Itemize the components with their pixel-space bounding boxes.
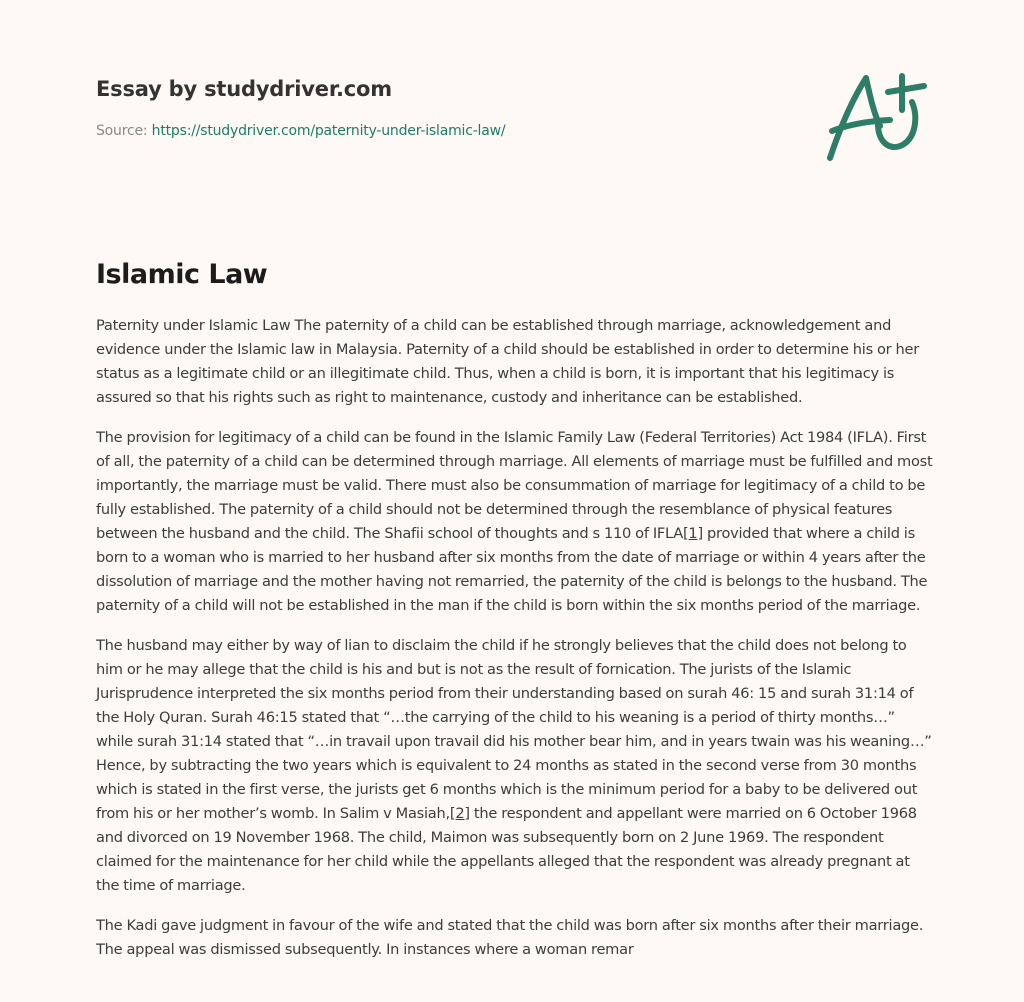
a-plus-logo-icon <box>820 66 930 166</box>
site-title: Essay by studydriver.com <box>96 77 392 101</box>
footnote-link-2[interactable]: [2] <box>449 805 470 822</box>
source-line <box>96 121 796 141</box>
paragraph-3-text-before: The husband may either by way of lian to disclaim the child if he strongly believes that the child does not belong to him or he may allege that the child is his and but is not as the result of fornication. The jurists of the Islamic Jurisprudence interpreted the six months period from their understanding based on surah 46: 15 and surah 31:14 of the Holy Quran. Surah 46:15 stated that “…the carrying of the child to his weaning is a period of thirty months…” while surah 31:14 stated that “…in travail upon travail did his mother bear him, and in years twain was his weaning…” Hence, by subtracting the two years which is equivalent to 24 months as stated in the second verse from 30 months which is stated in the first verse, the jurists get 6 months which is the minimum period for a baby to be delivered out from his or her mother’s womb. In Salim v Masiah, <box>96 637 932 822</box>
paragraph-2-text-after: provided that where a child is born to a woman who is married to her husband after six months from the date of marriage or within 4 years after the dissolution of marriage and the mother having not remarried, the paternity of the child is belongs to the husband. The paternity of a child will not be established in the man if the child is born within the six months period of the marriage. <box>96 525 928 614</box>
paragraph-2-text-before: The provision for legitimacy of a child can be found in the Islamic Family Law (Federal Territories) Act 1984 (IFLA). First of all, the paternity of a child can be determined through marriage. All elements of marriage must be fulfilled and most importantly, the marriage must be valid. There must also be consummation of marriage for legitimacy of a child to be fully established. The paternity of a child should not be determined through the resemblance of physical features between the husband and the child. The Shafii school of thoughts and s 110 of IFLA <box>96 429 933 542</box>
paragraph-2 <box>96 426 934 618</box>
paragraph-3 <box>96 634 934 898</box>
source-label: Source: <box>96 123 152 139</box>
paragraph-1: Paternity under Islamic Law The paternity of a child can be established through marriage, acknowledgement and evidence under the Islamic law in Malaysia. Paternity of a child should be established in order to determine his or her status as a legitimate child or an illegitimate child. Thus, when a child is born, it is important that his legitimacy is assured so that his rights such as right to maintenance, custody and inheritance can be established. <box>96 317 920 406</box>
article-body <box>96 314 934 978</box>
source-link[interactable]: https://studydriver.com/paternity-under-islamic-law/ <box>151 123 506 139</box>
paragraph-3-text-after: the respondent and appellant were married on 6 October 1968 and divorced on 19 November 1968. The child, Maimon was subsequently born on 2 June 1969. The respondent claimed for the maintenance for her child while the appellants alleged that the respondent was already pregnant at the time of marriage. <box>96 805 917 894</box>
footnote-link-1[interactable]: [1] <box>682 525 703 542</box>
article-title: Islamic Law <box>96 259 268 290</box>
paragraph-4: The Kadi gave judgment in favour of the wife and stated that the child was born after six months after their marriage. The appeal was dismissed subsequently. In instances where a woman remar <box>96 917 924 958</box>
page-header <box>96 74 796 141</box>
